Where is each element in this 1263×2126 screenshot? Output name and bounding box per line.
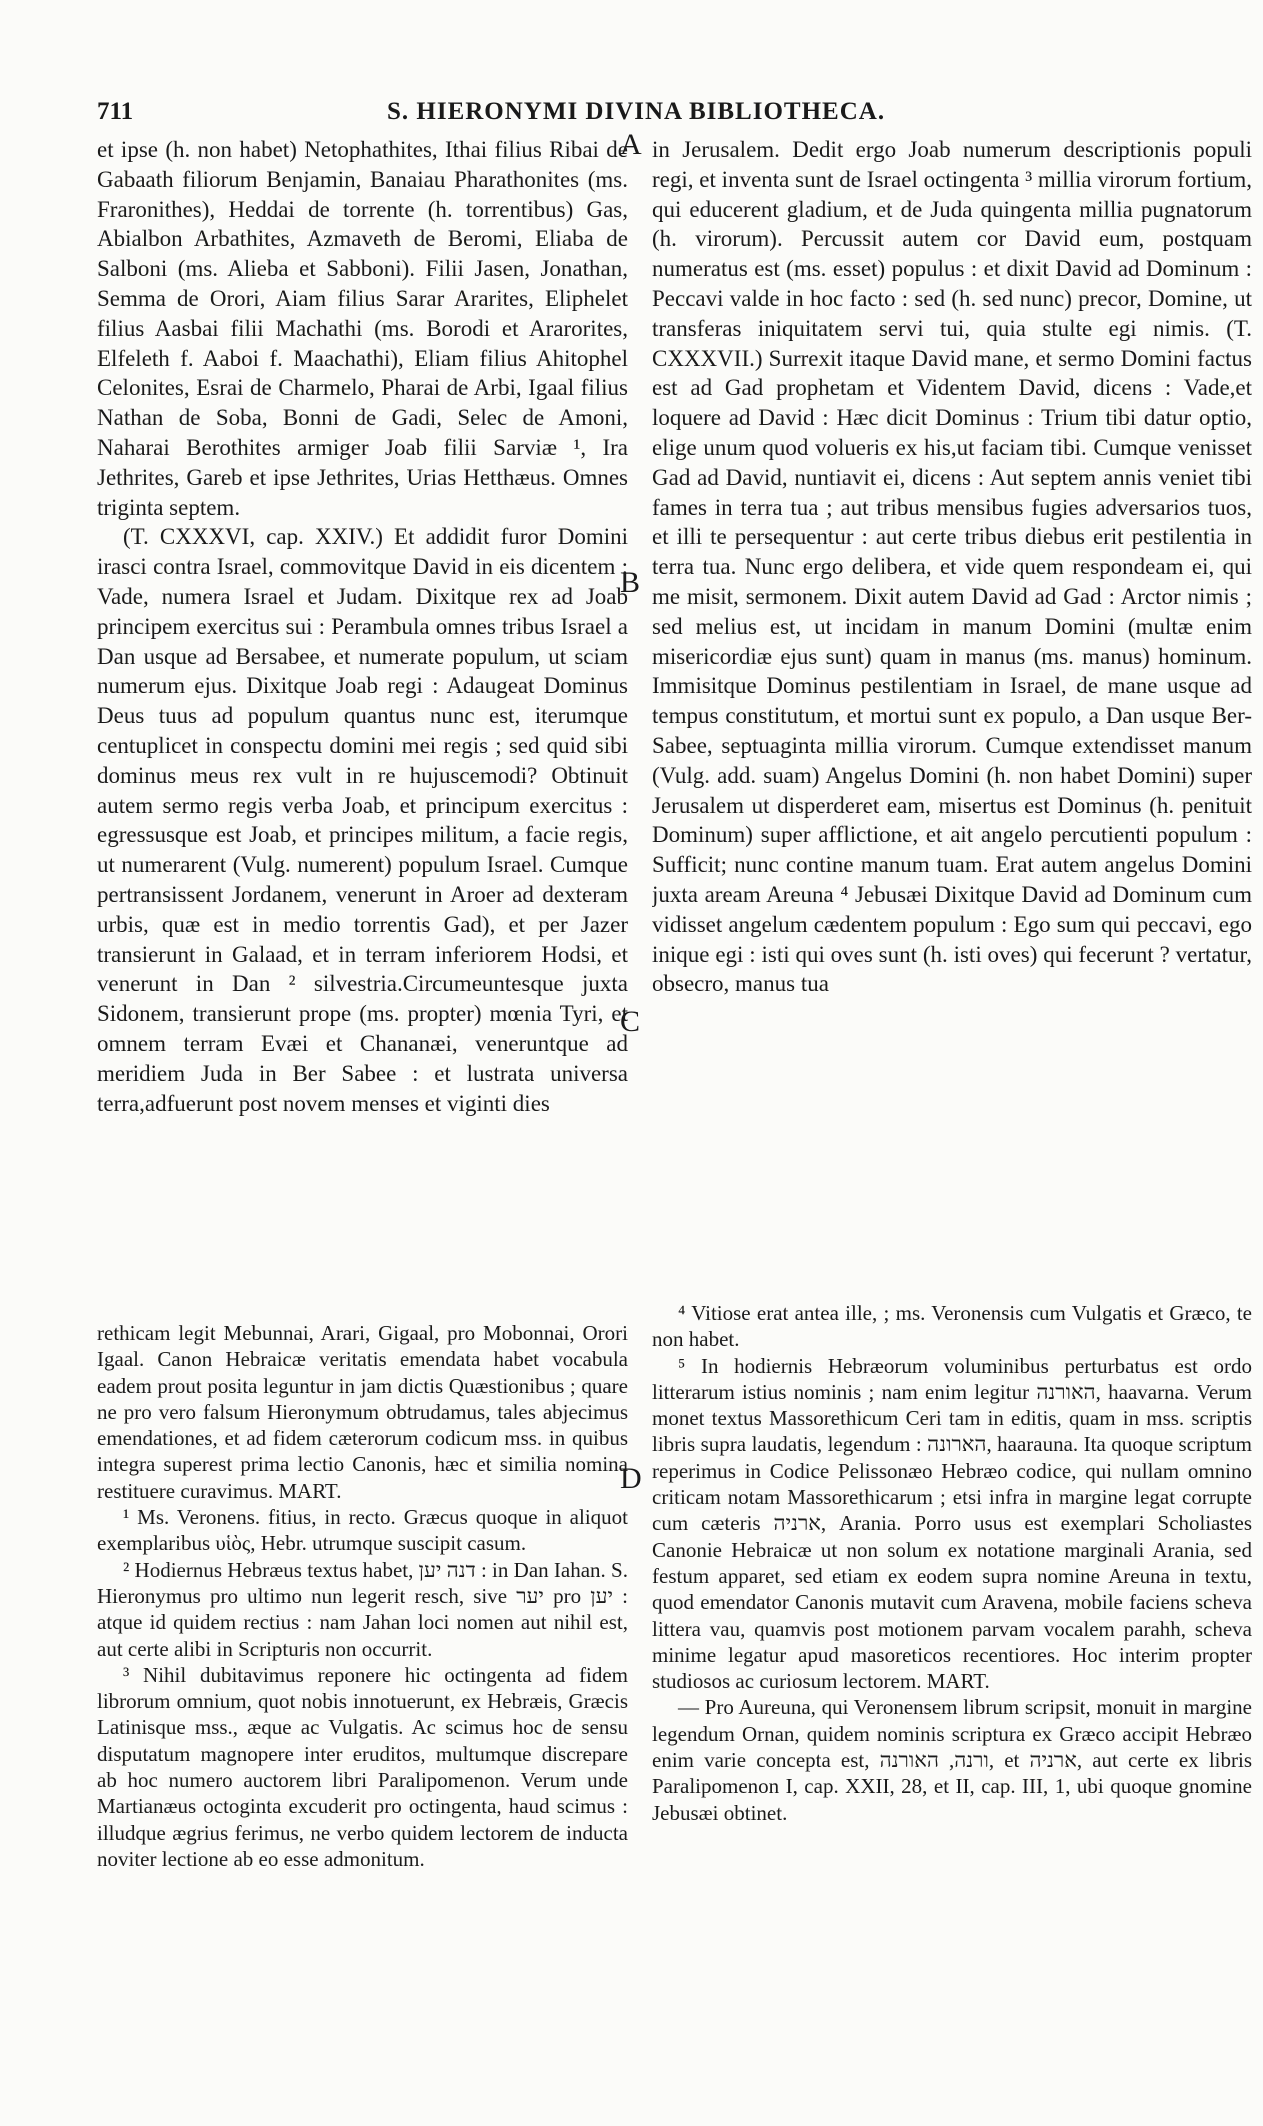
left-paragraph: et ipse (h. non habet) Netophathites, Ithai filius Ribai de Gabaath filiorum Benjamin, Banaiau Pharathonites (ms. Fraronithes), Heddai de torrente (h. torrentibus) Gas, Abialbon Arbathites, Azmaveth de Beromi, Eliaba de Salboni (ms. Alieba et Sabboni). Filii Jasen, Jonathan, Semma de Orori, Aiam filius Sarar Ararites, Eliphelet filius Aasbai filii Machathi (ms. Borodi et Ararorites, Elfeleth f. Aaboi f. Maachathi), Eliam filius Ahitophel Celonites, Esrai de Charmelo, Pharai de Arbi, Igaal filius Nathan de Soba, Bonni de Gadi, Selec de Amoni, Naharai Berothites armiger Joab filii Sarviæ ¹, Ira Jethrites, Gareb et ipse Jethrites, Urias Hetthæus. Omnes triginta septem. (97, 137, 628, 520)
running-header (97, 98, 1187, 132)
left-text-column (97, 135, 628, 1118)
footnote: ¹ Ms. Veronens. fitius, in recto. Græcus quoque in aliquot exemplaribus υἱὸς, Hebr. utrumque suscipit casum. (97, 1505, 628, 1556)
right-text-column (652, 135, 1252, 999)
margin-letter-d: D (620, 1462, 642, 1495)
margin-letter-b: B (620, 566, 641, 599)
running-title: S. HIERONYMI DIVINA BIBLIOTHECA. (387, 98, 886, 125)
footnote: ³ Nihil dubitavimus reponere hic octingenta ad fidem librorum omnium, quot nobis innotuerunt, ex Hebræis, Græcis Latinisque mss., æque ac Vulgatis. Ac scimus hoc de sensu disputatum magnopere inter eruditos, multumque discrepare ab hoc numero auctorem libri Paralipomenon. Verum unde Martianæus octoginta excuderit pro octingenta, haud scimus : illudque ægrius ferimus, ne verbo quidem lectorem de inducta noviter lectione ab eo esse admonitum. (97, 1662, 628, 1871)
footnote: ⁵ In hodiernis Hebræorum voluminibus perturbatus est ordo litterarum istius nominis ; nam enim legitur האורנה, haavarna. Verum monet textus Massorethicum Ceri tam in editis, quam in mss. scriptis libris supra laudatis, legendum : הארונה, haarauna. Ita quoque scriptum reperimus in Codice Pelissonæo Hebræo codice, qui nullam omnino criticam notam Massorethicarum ; etsi infra in margine legat corrupte cum cæteris ארניה, Arania. Porro usus est exemplari Scholiastes Canonie Hebraicæ ut non solum ex notatione marginali Arania, sed festum apparet, sed etiam ex eodem supra nomine Areuna in textu, quod emendator Canonis mutavit cum Aravena, mobile faciens scheva littera vau, quamvis post motionem parvam vocalem parahh, scheva minime legatur apud masoreticos recentiores. Hoc interim propter studiosos ac curiosum lectorem. MART. (652, 1353, 1252, 1694)
left-paragraph: (T. CXXXVI, cap. XXIV.) Et addidit furor Domini irasci contra Israel, commovitque David in eis dicentem : Vade, numera Israel et Judam. Dixitque rex ad Joab principem exercitus sui : Perambula omnes tribus Israel a Dan usque ad Bersabee, et numerate populum, ut sciam numerum ejus. Dixitque Joab regi : Adaugeat Dominus Deus tuus ad populum quantus nunc est, iterumque centuplicet in conspectu domini mei regis ; sed quid sibi dominus meus rex vult in re hujuscemodi? Obtinuit autem sermo regis verba Joab, et principum exercitus : egressusque est Joab, et principes militum, a facie regis, ut numerarent (Vulg. numerent) populum Israel. Cumque pertransissent Jordanem, venerunt in Aroer ad dexteram urbis, quæ est in medio torrentis Gad), et per Jazer transierunt in Galaad, et in terram inferiorem Hodsi, et venerunt in Dan ² silvestria.Circumeuntesque juxta Sidonem, transierunt prope (ms. propter) mœnia Tyri, et omnem terram Evæi et Chananæi, veneruntque ad meridiem Juda in Ber Sabee : et lustrata universa terra,adfuerunt post novem menses et viginti dies (97, 524, 628, 1116)
footnote: ⁴ Vitiose erat antea ille, ; ms. Veronensis cum Vulgatis et Græco, te non habet. (652, 1301, 1252, 1352)
footnote: rethicam legit Mebunnai, Arari, Gigaal, pro Mobonnai, Orori Igaal. Canon Hebraicæ veritatis emendata habet vocabula eadem prout posita leguntur in jam dictis Quæstionibus ; quare ne pro vero falsum Hieronymum obtrudamus, tales abjecimus emendationes, et ad fidem cæterorum codicum mss. in quibus integra superest prima lectio Canonis, hæc et similia nomina restituere curavimus. MART. (97, 1321, 628, 1503)
footnote: — Pro Aureuna, qui Veronensem librum scripsit, monuit in margine legendum Ornan, quidem nominis scriptura ex Græco accipit Hebræo enim varie concepta est, ורנה, האורנה, et ארניה, aut certe ex libris Paralipomenon I, cap. XXII, 28, et II, cap. III, 1, ubi quoque gnomine Jebusæi obtinet. (652, 1695, 1252, 1825)
margin-letter-a: A (620, 128, 642, 161)
left-footnotes (97, 1320, 628, 1872)
right-footnotes (652, 1300, 1252, 1826)
margin-letter-c: C (620, 1005, 641, 1038)
page-number: 711 (97, 98, 134, 125)
right-paragraph: in Jerusalem. Dedit ergo Joab numerum descriptionis populi regi, et inventa sunt de Israel octingenta ³ millia virorum fortium, qui educerent gladium, et de Juda quingenta millia pugnatorum (h. virorum). Percussit autem cor David eum, postquam numeratus est (ms. esset) populus : et dixit David ad Dominum : Peccavi valde in hoc facto : sed (h. sed nunc) precor, Domine, ut transferas iniquitatem servi tui, quia stulte egi nimis. (T. CXXXVII.) Surrexit itaque David mane, et sermo Domini factus est ad Gad prophetam et Videntem David, dicens : Vade,et loquere ad David : Hæc dicit Dominus : Trium tibi datur optio, elige unum quod volueris ex his,ut faciam tibi. Cumque venisset Gad ad David, nuntiavit ei, dicens : Aut septem annis veniet tibi fames in terra tua ; aut tribus mensibus fugies adversarios tuos, et illi te persequentur : aut certe tribus diebus erit pestilentia in terra tua. Nunc ergo delibera, et vide quem respondeam ei, qui me misit, sermonem. Dixit autem David ad Gad : Arctor nimis ; sed melius est, ut incidam in manum Domini (multæ enim misericordiæ ejus sunt) quam in manus (ms. manus) hominum. Immisitque Dominus pestilentiam in Israel, de mane usque ad tempus constitutum, et mortui sunt ex populo, a Dan usque Ber-Sabee, septuaginta millia virorum. Cumque extendisset manum (Vulg. add. suam) Angelus Domini (h. non habet Domini) super Jerusalem ut disperderet eam, misertus est Dominus (h. penituit Dominum) super afflictione, et ait angelo percutienti populum : Sufficit; nunc contine manum tuam. Erat autem angelus Domini juxta aream Areuna ⁴ Jebusæi Dixitque David ad Dominum cum vidisset angelum cædentem populum : Ego sum qui peccavi, ego inique egi : isti qui oves sunt (h. isti oves) qui fecerunt ? vertatur, obsecro, manus tua (652, 137, 1252, 997)
footnote: ² Hodiernus Hebræus textus habet, דנה יען : in Dan Iahan. S. Hieronymus pro ultimo nun legerit resch, sive יער pro יען : atque id quidem rectius : nam Jahan loci nomen aut nihil est, aut certe alibi in Scripturis non occurrit. (97, 1557, 628, 1661)
